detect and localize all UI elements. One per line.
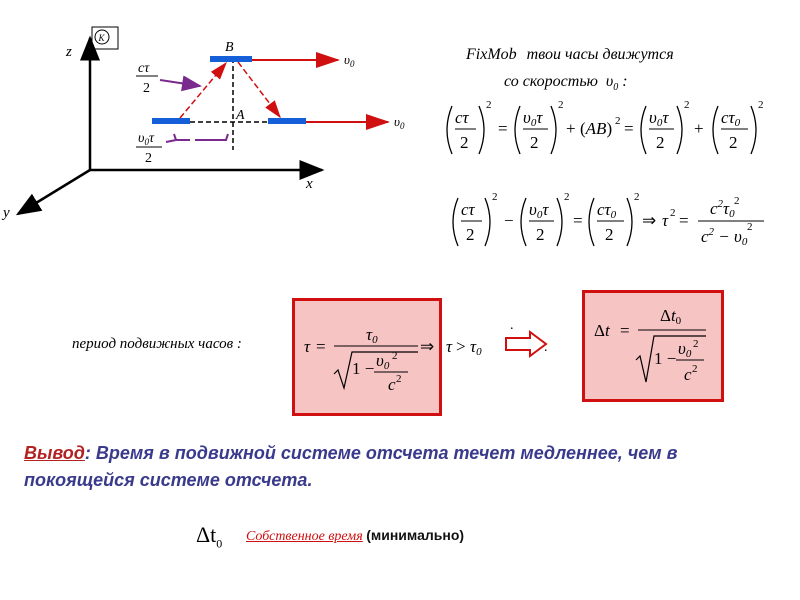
svg-text:cτ: cτ [461, 200, 475, 219]
period-dot-top: . [510, 318, 514, 333]
svg-text:2: 2 [396, 373, 402, 385]
light-path-up [180, 63, 226, 118]
mirror-left [152, 118, 190, 124]
conclusion-text [24, 440, 744, 494]
proper-time-note: (минимально) [366, 527, 465, 543]
header-fixmob: FixMob [466, 46, 517, 63]
svg-text:2: 2 [747, 221, 753, 233]
svg-text:+: + [566, 119, 576, 138]
svg-text:−: − [504, 211, 514, 230]
header-line-1 [466, 46, 674, 64]
mirror-right [268, 118, 306, 124]
svg-text:υ0: υ0 [678, 339, 692, 360]
equation-2 [444, 186, 796, 258]
svg-text:=: = [624, 119, 634, 138]
frac-ctau-den: 2 [143, 81, 150, 96]
header-colon: : [622, 73, 628, 90]
proper-time-row [246, 527, 464, 545]
svg-text:+: + [694, 119, 704, 138]
velocity-mid-label: $\upsilon_0$ [394, 114, 405, 131]
period-formula [300, 312, 500, 402]
period-dot-bottom: . [544, 340, 548, 355]
conclusion-heading: Вывод [24, 443, 85, 463]
velocity-top-label: $\upsilon_0$ [344, 52, 355, 69]
svg-text:c2τ0: $c^2\tau 0$ [710, 198, 735, 220]
pointer-vtau [166, 140, 176, 142]
svg-text:τ: τ [662, 211, 669, 230]
y-axis-label: y [3, 205, 10, 221]
frac-ctau-num: cτ [138, 61, 150, 76]
svg-text:2: 2 [734, 195, 740, 207]
svg-text:2: 2 [693, 338, 699, 350]
light-clock-diagram [0, 0, 420, 230]
svg-text:⇒: ⇒ [420, 337, 435, 356]
svg-text:=: = [316, 337, 326, 356]
svg-text:υ0τ: υ0τ [529, 200, 549, 221]
svg-text:2: 2 [564, 191, 570, 203]
svg-text:2: 2 [536, 225, 545, 244]
period-label: период подвижных часов : [72, 336, 242, 352]
svg-text:2: 2 [392, 350, 398, 362]
svg-text:2: 2 [605, 225, 614, 244]
svg-text:2: 2 [670, 207, 676, 219]
svg-text:2: 2 [460, 133, 469, 152]
y-axis [18, 170, 90, 214]
svg-text:cτ: cτ [455, 108, 469, 127]
svg-text:υ0τ: υ0τ [523, 108, 543, 129]
z-axis-label: z [66, 44, 72, 60]
svg-text:(AB): (AB) [580, 119, 613, 138]
svg-text:c2 − υ0: $c^2 - \upsilon 0$ [701, 226, 748, 248]
svg-text:τ0: τ0 [470, 337, 482, 358]
result-formula [590, 296, 716, 392]
svg-text:cτ0: cτ0 [721, 108, 741, 129]
svg-text:2: 2 [684, 99, 690, 111]
svg-text:=: = [573, 211, 583, 230]
svg-text:2: 2 [530, 133, 539, 152]
svg-text:Δt: Δt [594, 321, 610, 340]
equation-1 [438, 92, 788, 164]
svg-text:2: 2 [692, 363, 698, 375]
svg-text:2: 2 [615, 115, 621, 127]
header-moving-text: твои часы движутся [526, 46, 674, 63]
mirror-top [210, 56, 252, 62]
svg-text:τ: τ [446, 337, 453, 356]
svg-text:1 −: 1 − [654, 349, 677, 368]
svg-text:=: = [679, 211, 689, 230]
proper-time-label: Собственное время [246, 529, 363, 544]
proper-time-symbol: $\Delta t_0$ [196, 522, 223, 551]
frac-vtau-den: 2 [145, 151, 152, 166]
svg-text:1 −: 1 − [352, 359, 375, 378]
point-b-label: B [225, 40, 234, 55]
svg-text:υ0: υ0 [376, 351, 390, 372]
frame-k-label: K [98, 33, 105, 43]
svg-text:=: = [620, 321, 630, 340]
svg-text:2: 2 [758, 99, 764, 111]
svg-text:2: 2 [634, 191, 640, 203]
svg-text:τ: τ [304, 337, 311, 356]
header-speed-var: $\upsilon_0$ [605, 73, 619, 94]
svg-text:2: 2 [492, 191, 498, 203]
svg-text:τ0: τ0 [366, 325, 378, 346]
bracket-right [195, 134, 228, 140]
frac-vtau-num: $\upsilon_0\tau$ [138, 131, 154, 147]
svg-text:2: 2 [466, 225, 475, 244]
conclusion-body: : Время в подвижной системе отсчета течет медленнее, чем в покоящейся системе отсчета. [24, 443, 678, 490]
bracket-left [174, 134, 190, 140]
pointer-ctau [160, 80, 200, 86]
header-speed-text: со скоростью [504, 73, 598, 90]
svg-text:=: = [498, 119, 508, 138]
svg-text:c: c [684, 365, 692, 384]
svg-text:cτ0: cτ0 [597, 200, 617, 221]
svg-text:2: 2 [486, 99, 492, 111]
svg-text:⇒: ⇒ [642, 211, 657, 230]
svg-text:>: > [456, 337, 466, 356]
svg-text:υ0τ: υ0τ [649, 108, 669, 129]
x-axis-label: x [306, 176, 313, 192]
point-a-label: A [236, 108, 245, 123]
header-line-2 [504, 73, 628, 93]
svg-text:Δt0: Δt0 [660, 306, 682, 327]
svg-text:c: c [388, 375, 396, 394]
svg-text:2: 2 [558, 99, 564, 111]
svg-text:2: 2 [656, 133, 665, 152]
svg-text:2: 2 [729, 133, 738, 152]
